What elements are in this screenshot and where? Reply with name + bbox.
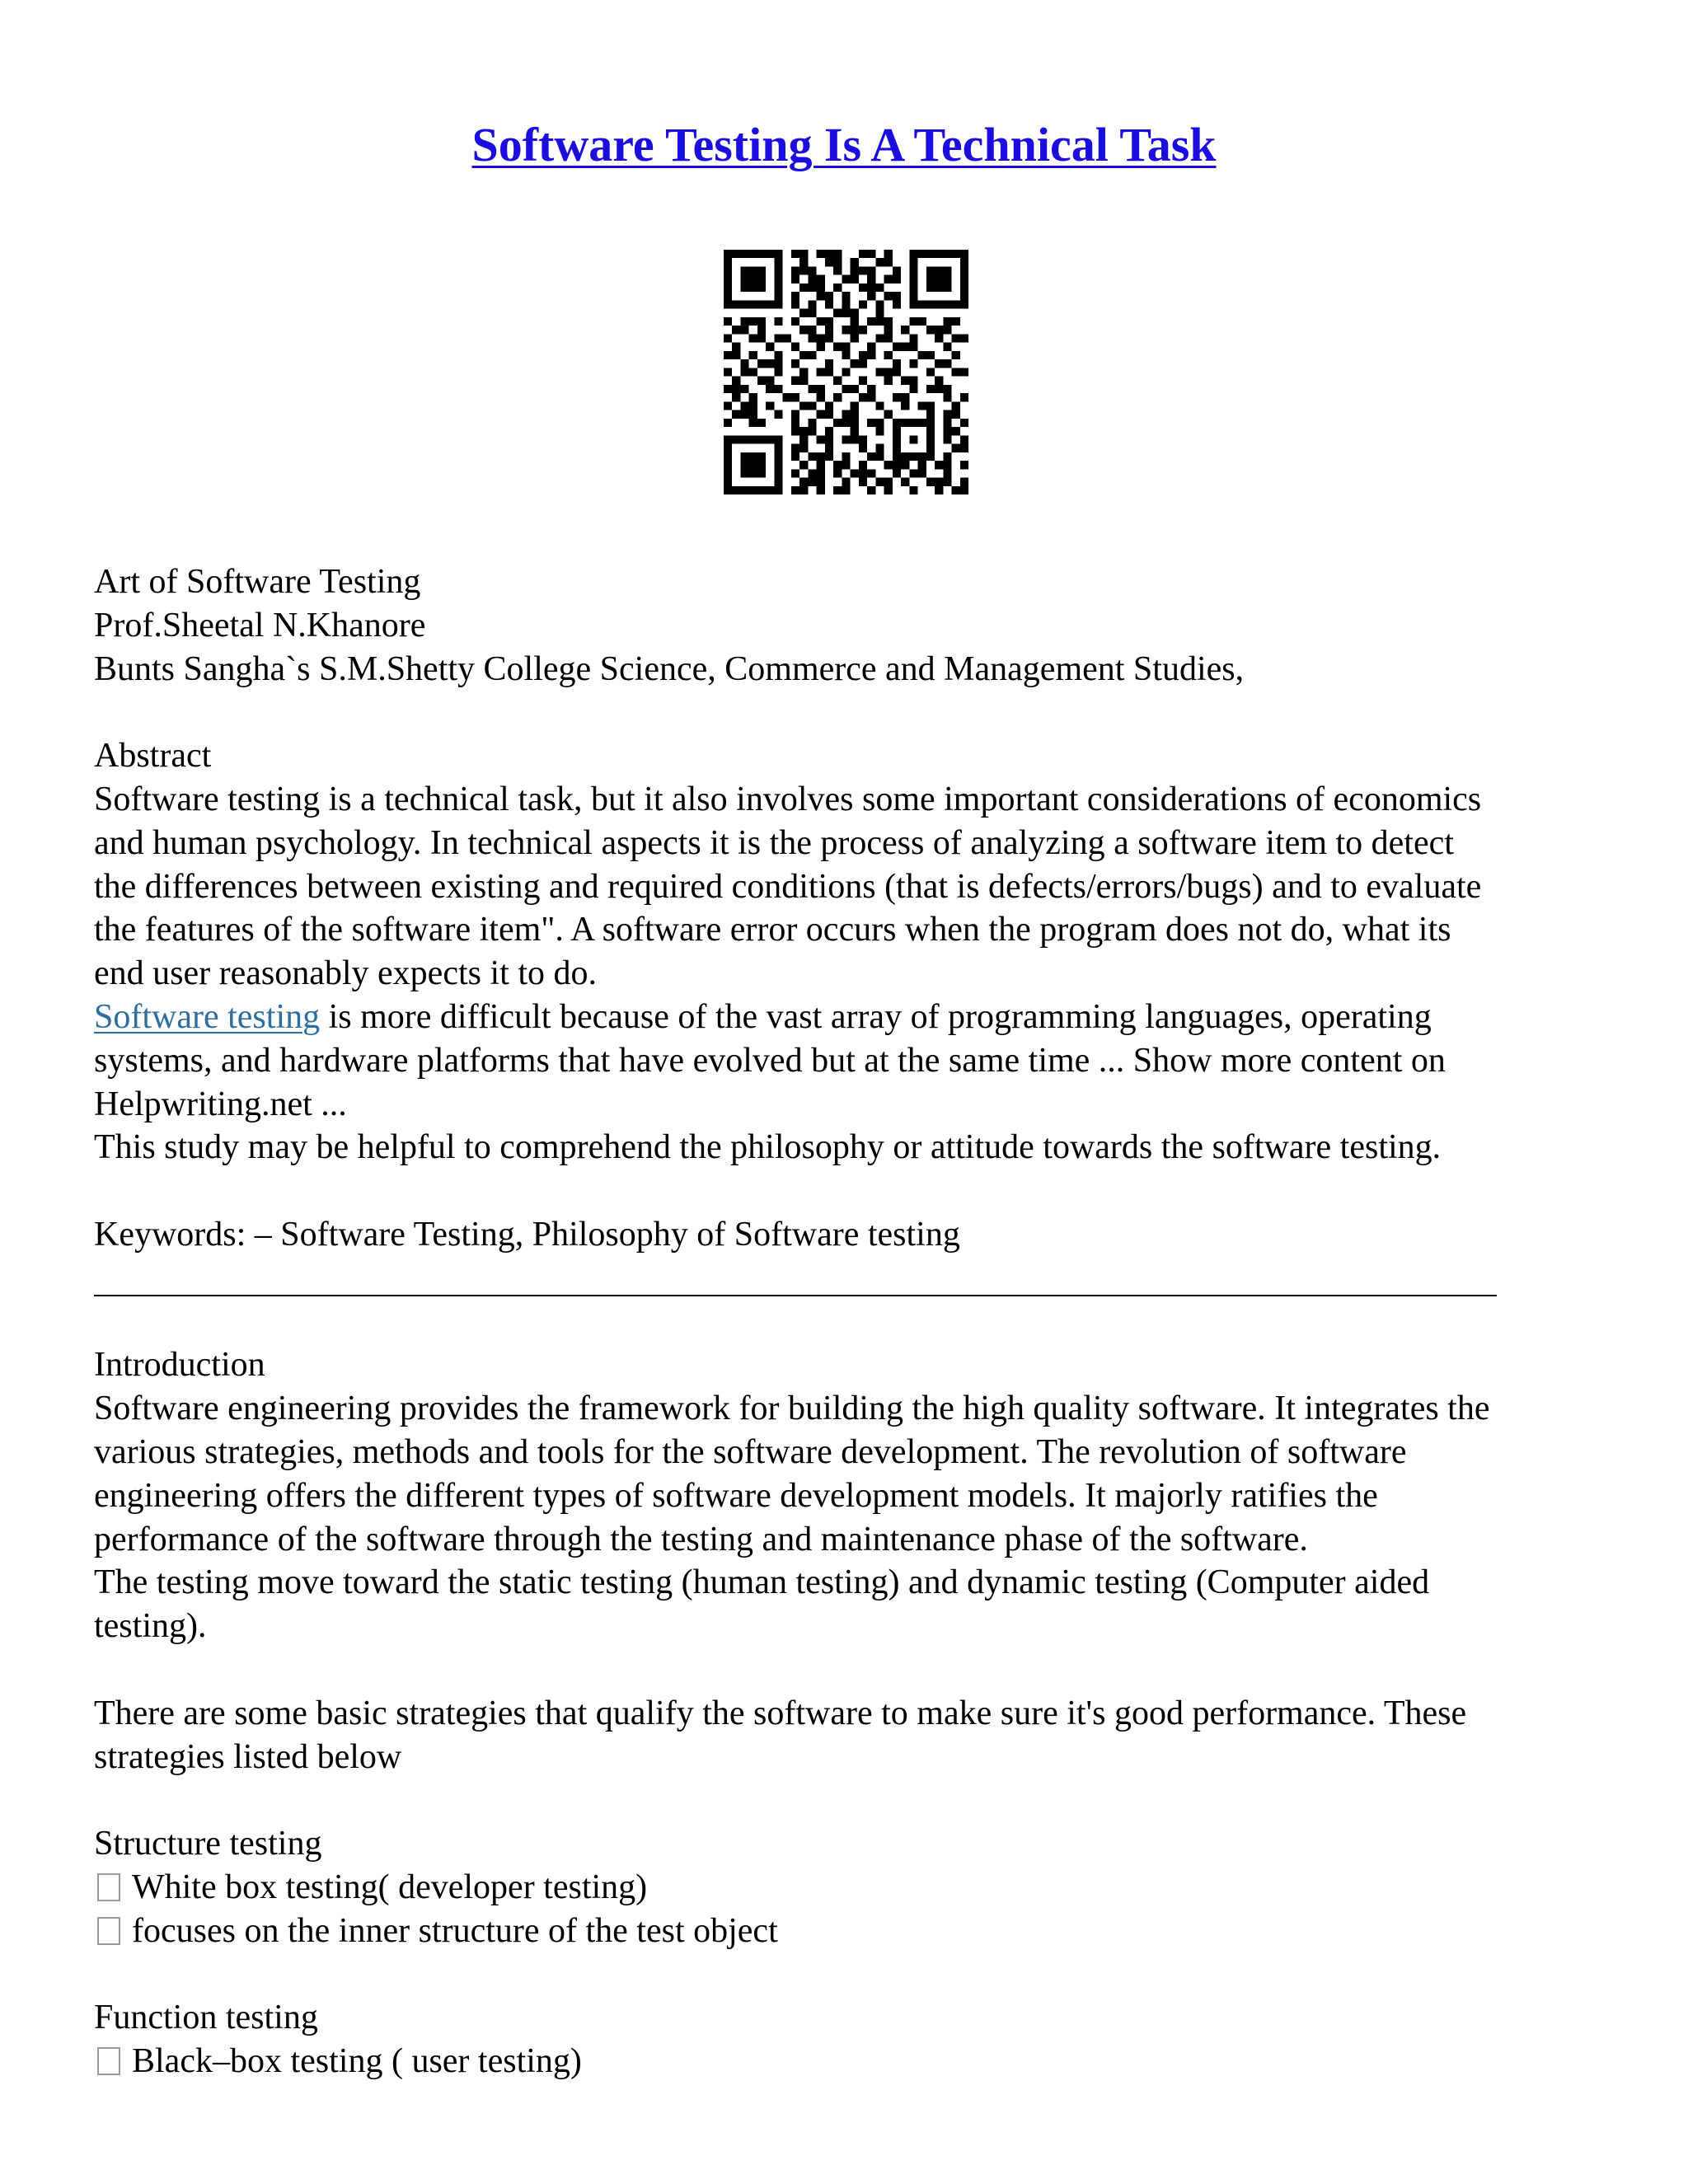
institution-name: Bunts Sangha`s S.M.Shetty College Science, Commerce and Management Studies, <box>94 649 1245 688</box>
abstract-link-line <box>94 996 1611 1039</box>
introduction-line: performance of the software through the testing and maintenance phase of the software. <box>94 1520 1308 1558</box>
keywords-line: Keywords: – Software Testing, Philosophy of Software testing <box>94 1215 960 1254</box>
qr-code-icon <box>724 250 968 494</box>
abstract-link-line-rest: is more difficult because of the vast array of programming languages, operating <box>320 997 1432 1036</box>
software-testing-link[interactable]: Software testing <box>94 997 321 1036</box>
function-testing-item <box>94 2040 1611 2083</box>
abstract-line: end user reasonably expects it to do. <box>94 954 597 993</box>
introduction-line: engineering offers the different types of software development models. It majorly ratifies the <box>94 1476 1378 1515</box>
function-testing-heading: Function testing <box>94 1999 318 2037</box>
author-name: Prof.Sheetal N.Khanore <box>94 606 426 644</box>
introduction-heading: Introduction <box>94 1346 265 1385</box>
strategies-line: There are some basic strategies that qualify the software to make sure it's good performance. These <box>94 1694 1467 1732</box>
structure-testing-item <box>94 1910 1611 1953</box>
abstract-line: systems, and hardware platforms that have evolved but at the same time ... Show more content on <box>94 1041 1446 1080</box>
structure-testing-item <box>94 1866 1611 1910</box>
bullet-box-icon <box>97 1873 120 1901</box>
bullet-box-icon <box>97 2047 120 2075</box>
bullet-box-icon <box>97 1917 120 1945</box>
structure-testing-item-text: White box testing( developer testing) <box>132 1868 648 1906</box>
section-divider <box>94 1295 1497 1296</box>
abstract-line: and human psychology. In technical aspects it is the process of analyzing a software item to detect <box>94 823 1454 862</box>
abstract-heading: Abstract <box>94 737 212 776</box>
abstract-line: Helpwriting.net ... <box>94 1085 347 1123</box>
introduction-line: testing). <box>94 1607 207 1646</box>
abstract-line: This study may be helpful to comprehend the philosophy or attitude towards the software testing. <box>94 1128 1442 1167</box>
introduction-line: Software engineering provides the framework for building the high quality software. It integrates the <box>94 1390 1490 1428</box>
document-body <box>94 560 1611 2083</box>
document-title <box>0 115 1688 175</box>
introduction-line: The testing move toward the static testing (human testing) and dynamic testing (Computer aided <box>94 1563 1430 1602</box>
abstract-line: the differences between existing and required conditions (that is defects/errors/bugs) and to evaluate <box>94 867 1482 906</box>
structure-testing-heading: Structure testing <box>94 1825 322 1863</box>
strategies-line: strategies listed below <box>94 1737 402 1776</box>
title-link[interactable]: Software Testing Is A Technical Task <box>471 118 1217 171</box>
course-name: Art of Software Testing <box>94 563 421 601</box>
function-testing-item-text: Black–box testing ( user testing) <box>132 2042 582 2081</box>
abstract-line: the features of the software item". A software error occurs when the program does not do, what its <box>94 911 1451 949</box>
abstract-line: Software testing is a technical task, but it also involves some important considerations of economics <box>94 780 1482 818</box>
introduction-line: various strategies, methods and tools for the software development. The revolution of software <box>94 1432 1407 1471</box>
structure-testing-item-text: focuses on the inner structure of the test object <box>132 1911 778 1950</box>
